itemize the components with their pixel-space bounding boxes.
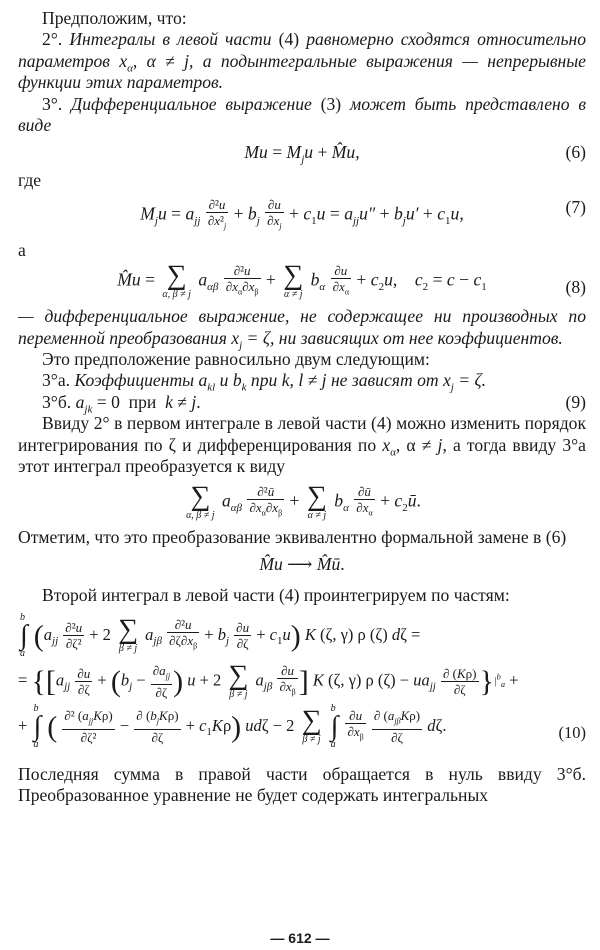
equation-8-number: (8)	[565, 277, 586, 298]
equation-6-number: (6)	[565, 142, 586, 163]
equation-10-number: (10)	[558, 722, 586, 742]
paragraph-order: Ввиду 2° в первом интеграле в левой части (4) можно изменить порядок интегрирования по ζ и дифференцирования по $x_\alpha$, α ≠ j, а тогда ввиду 3°а этот интеграл преобразуется к виду	[18, 413, 586, 477]
page-body	[18, 8, 586, 807]
equation-7: $M_ju = a_{jj}$ $\frac{\text{∂²u}}{\partial x^2_j}$ + $b_j$ $\frac{\partial u}{\partial x_j}$ + $c_1u = a_{jj}u'' + b_ju' + c_1u$, (7)	[140, 197, 586, 231]
intro-line: Предположим, что:	[42, 8, 187, 28]
equation-replacement: M̂u ⟶ M̂ū.	[259, 553, 345, 574]
equation-10-line-3: + b ∫ a ( $\frac{\partial^2 (a_{jj}K\rho)}{\text{∂ζ²}}$ − $\frac{\partial (b_jK\rho)}{\partial\zeta}$ + $c_1K\rho$) udζ − 2 ∑ β ≠ j b ∫ a $\frac{\partial u}{\partial x_\beta}$ $\frac{\partial (a_{j\beta}K\rho)}{\partial\zeta}$ dζ. (10)	[18, 702, 586, 750]
equation-7-number: (7)	[565, 197, 586, 218]
equation-transformed: ∑ α, β ≠ j $a_{\alpha\beta}$ $\frac{\text{∂²ū}}{\partial x_\alpha\partial x_\beta}$ + ∑ α ≠ j $b_\alpha$ $\frac{\partial ū}{\partial x_\alpha}$ + $c_2ū$.	[186, 480, 421, 521]
paragraph-definition: — дифференциальное выражение, не содержащее ни производных по переменной преобразования $x_j = \zeta$, ни зависящих от нее коэффициентов.	[18, 306, 586, 352]
equation-8: M̂u = ∑ α, β ≠ j $a_{\alpha\beta}$ $\frac{\text{∂²u}}{\partial x_\alpha\partial x_\beta}$ + ∑ α ≠ j $b_\alpha$ $\frac{\partial u}{\partial x_\alpha}$ + $c_2u$, $c_2 = c - c_1$ (8)	[117, 260, 586, 301]
assumption-3b: 3°б. $a_{jk} = 0$ при k ≠ j. (9)	[42, 391, 586, 416]
paragraph-note: Отметим, что это преобразование эквивалентно формальной замене в (6)	[18, 526, 567, 547]
a-word: а	[18, 239, 26, 260]
paragraph-equivalent: Это предположение равносильно двум следующим:	[42, 349, 430, 370]
assumption-3: 3°. Дифференциальное выражение (3) может быть представлено в виде	[18, 93, 586, 136]
paragraph-parts: Второй интеграл в левой части (4) проинтегрируем по частям:	[42, 585, 510, 606]
page-number: — 612 —	[270, 930, 330, 946]
paragraph-last: Последняя сумма в правой части обращается в нуль ввиду 3°б. Преобразованное уравнение не будет содержать интегральных	[18, 763, 586, 806]
assumption-2: 2°. Интегралы в левой части (4) равномерно сходятся относительно параметров $x_\alpha$, α ≠ j, а подынтегральные выражения — непрерывные функции этих параметров.	[18, 29, 586, 93]
where-word: где	[18, 169, 42, 190]
equation-10-line-1: b ∫ a ($a_{jj}$ $\frac{\text{∂²u}}{\text{∂ζ²}}$ + 2 ∑ β ≠ j $a_{j\beta}$ $\frac{\text{∂²u}}{\partial\zeta\partial x_\beta}$ + $b_j$ $\frac{\partial u}{\partial\zeta}$ + $c_1u$) K (ζ, γ) ρ (ζ) dζ =	[20, 611, 421, 659]
equation-10	[18, 613, 586, 750]
assumption-3a: 3°а. Коэффициенты $a_{kl}$ и $b_k$ при k, l ≠ j не зависят от $x_j = \zeta$.	[42, 370, 487, 394]
equation-6: $Mu = M_ju$ + M̂u, (6)	[244, 142, 586, 166]
equation-10-line-2: = {[$a_{jj}$ $\frac{\partial u}{\partial\zeta}$ + ($b_j$ − $\frac{\partial a_{jj}}{\partial\zeta}$ ) u + 2 ∑ β ≠ j $a_{j\beta}$ $\frac{\partial u}{\partial x_\beta}$ ] K (ζ, γ) ρ $(\zeta) - ua_{jj}$ $\frac{\partial (K\rho)}{\partial\zeta}$ }$|^b_a$ +	[18, 659, 519, 700]
equation-9-number: (9)	[565, 391, 586, 412]
